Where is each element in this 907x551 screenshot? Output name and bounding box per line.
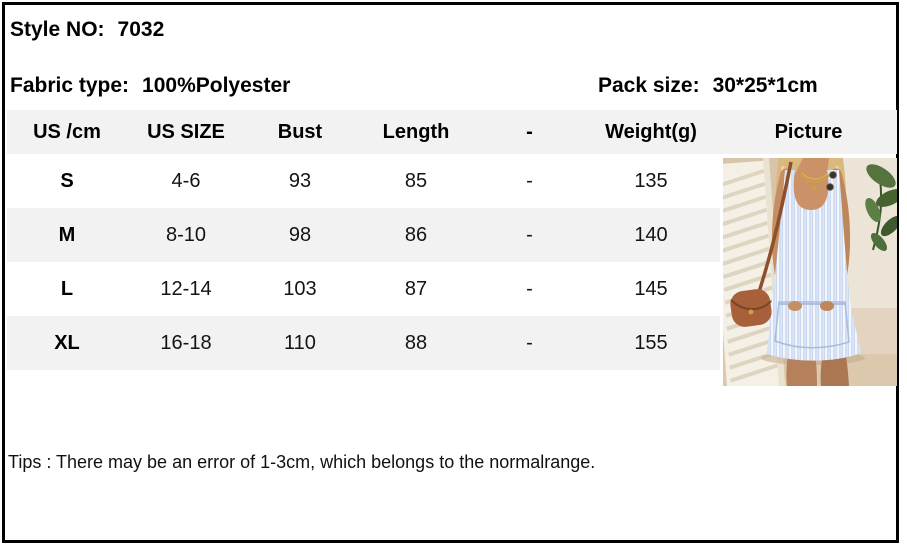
style-no-label: Style NO: [10, 18, 105, 41]
header-dash: - [526, 120, 533, 143]
cell-dash: - [477, 316, 582, 370]
cell-size: L [60, 277, 74, 300]
pack-size-line [598, 74, 818, 98]
header-length: Length [382, 120, 450, 143]
cell-us-size: 16-18 [127, 316, 245, 370]
cell-weight: 155 [582, 316, 720, 370]
cell-bust: 93 [288, 169, 312, 192]
cell-size: M [7, 208, 127, 262]
fabric-type-line [10, 74, 290, 98]
style-no-value: 7032 [117, 18, 165, 41]
cell-weight: 140 [582, 208, 720, 262]
header-us-cm: US /cm [33, 120, 101, 143]
fabric-type-label: Fabric type: [10, 74, 130, 97]
cell-size: S [60, 169, 74, 192]
cell-length: 85 [404, 169, 428, 192]
cell-weight: 135 [634, 169, 668, 192]
header-bust: Bust [277, 120, 323, 143]
cell-length: 86 [355, 208, 477, 262]
cell-us-size: 8-10 [127, 208, 245, 262]
fabric-type-value: 100%Polyester [142, 74, 291, 97]
cell-size: XL [7, 316, 127, 370]
cell-bust: 103 [283, 277, 317, 300]
cell-dash: - [526, 169, 533, 192]
pack-size-value: 30*25*1cm [712, 74, 818, 97]
cell-bust: 110 [245, 316, 355, 370]
tips-note: Tips : There may be an error of 1-3cm, which belongs to the normalrange. [8, 452, 596, 472]
pack-size-label: Pack size: [598, 74, 700, 97]
header-weight: Weight(g) [605, 120, 697, 143]
cell-length: 87 [404, 277, 428, 300]
style-no-line [10, 18, 164, 42]
cell-weight: 145 [634, 277, 668, 300]
cell-bust: 98 [245, 208, 355, 262]
cell-dash: - [526, 277, 533, 300]
cell-dash: - [477, 208, 582, 262]
header-picture: Picture [774, 120, 843, 143]
product-photo [723, 158, 897, 386]
header-us-size: US SIZE [147, 120, 225, 143]
cell-us-size: 12-14 [160, 277, 212, 300]
size-table-header-row [7, 110, 897, 154]
cell-us-size: 4-6 [171, 169, 201, 192]
cell-length: 88 [355, 316, 477, 370]
product-photo-illustration [723, 158, 897, 386]
